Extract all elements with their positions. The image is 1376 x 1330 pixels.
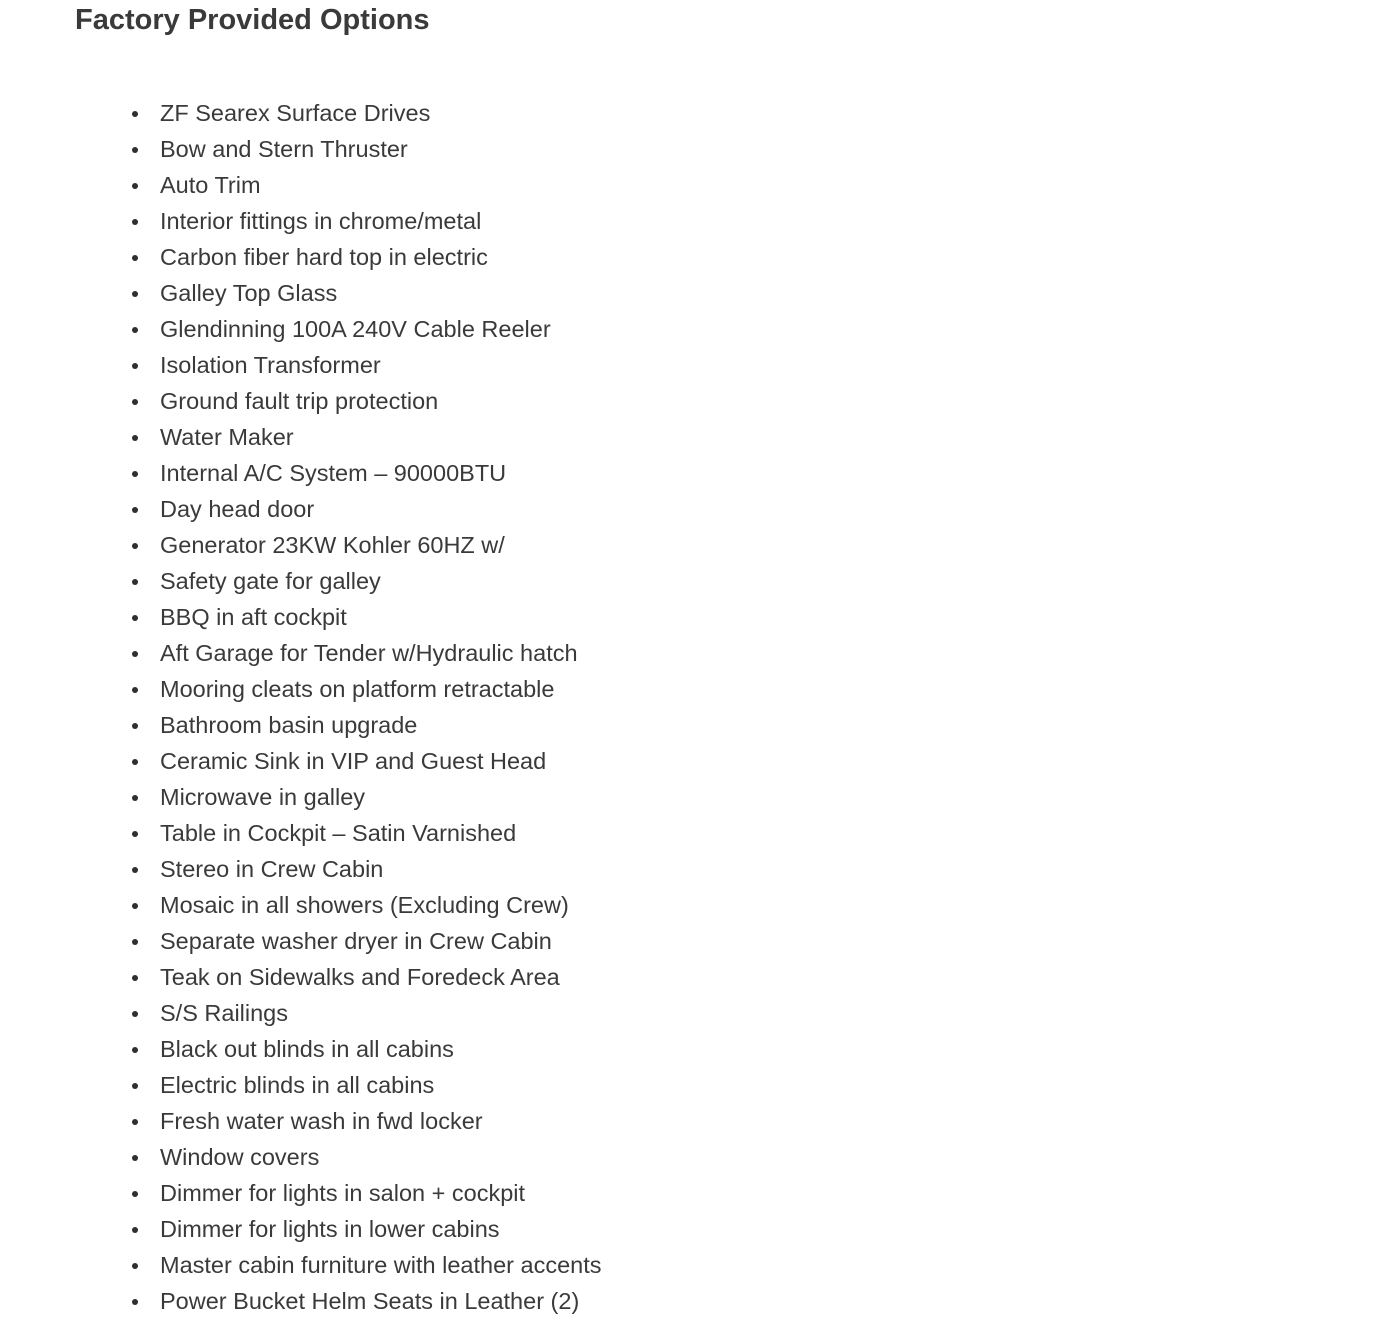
bullet-icon (132, 1155, 138, 1161)
list-item-label: Stereo in Crew Cabin (160, 856, 384, 882)
list-item-label: Glendinning 100A 240V Cable Reeler (160, 316, 551, 342)
list-item-label: Black out blinds in all cabins (160, 1036, 454, 1062)
bullet-icon (132, 1119, 138, 1125)
list-item-label: S/S Railings (160, 1000, 288, 1026)
bullet-icon (132, 759, 138, 765)
list-item (0, 1211, 602, 1247)
list-item-label: Mosaic in all showers (Excluding Crew) (160, 892, 569, 918)
bullet-icon (132, 1191, 138, 1197)
list-item-label: Galley Top Glass (160, 280, 338, 306)
list-item (0, 167, 602, 203)
list-item-label: Interior fittings in chrome/metal (160, 208, 482, 234)
bullet-icon (132, 831, 138, 837)
bullet-icon (132, 867, 138, 873)
list-item-label: Safety gate for galley (160, 568, 381, 594)
list-item (0, 1103, 602, 1139)
bullet-icon (132, 579, 138, 585)
bullet-icon (132, 1047, 138, 1053)
list-item-label: Ceramic Sink in VIP and Guest Head (160, 748, 547, 774)
list-item (0, 959, 602, 995)
list-item-label: Master cabin furniture with leather accents (160, 1252, 602, 1278)
list-item (0, 1247, 602, 1283)
list-item (0, 707, 602, 743)
list-item (0, 635, 602, 671)
list-item (0, 95, 602, 131)
bullet-icon (132, 903, 138, 909)
list-item-label: Day head door (160, 496, 315, 522)
list-item-label: Table in Cockpit – Satin Varnished (160, 820, 517, 846)
list-item-label: Power Bucket Helm Seats in Leather (2) (160, 1288, 580, 1314)
list-item (0, 1067, 602, 1103)
list-item (0, 347, 602, 383)
list-item-label: Internal A/C System – 90000BTU (160, 460, 507, 486)
list-item-label: Separate washer dryer in Crew Cabin (160, 928, 552, 954)
list-item-label: Microwave in galley (160, 784, 366, 810)
list-item-label: BBQ in aft cockpit (160, 604, 347, 630)
list-item (0, 923, 602, 959)
list-item (0, 203, 602, 239)
bullet-icon (132, 291, 138, 297)
list-item (0, 1283, 602, 1319)
list-item (0, 311, 602, 347)
list-item (0, 563, 602, 599)
list-item-label: Bathroom basin upgrade (160, 712, 418, 738)
list-item-label: Bow and Stern Thruster (160, 136, 408, 162)
bullet-icon (132, 795, 138, 801)
list-item-label: Isolation Transformer (160, 352, 381, 378)
list-item-label: Teak on Sidewalks and Foredeck Area (160, 964, 560, 990)
list-item-label: Generator 23KW Kohler 60HZ w/ (160, 532, 505, 558)
list-item-label: Ground fault trip protection (160, 388, 439, 414)
list-item-label: Window covers (160, 1144, 320, 1170)
list-item (0, 671, 602, 707)
list-item-label: Dimmer for lights in salon + cockpit (160, 1180, 526, 1206)
bullet-icon (132, 1011, 138, 1017)
bullet-icon (132, 975, 138, 981)
list-item (0, 815, 602, 851)
page-title: Factory Provided Options (75, 4, 430, 36)
bullet-icon (132, 327, 138, 333)
bullet-icon (132, 507, 138, 513)
list-item (0, 275, 602, 311)
bullet-icon (132, 183, 138, 189)
bullet-icon (132, 687, 138, 693)
bullet-icon (132, 543, 138, 549)
bullet-icon (132, 723, 138, 729)
bullet-icon (132, 219, 138, 225)
bullet-icon (132, 1227, 138, 1233)
list-item (0, 419, 602, 455)
list-item (0, 455, 602, 491)
bullet-icon (132, 363, 138, 369)
list-item (0, 239, 602, 275)
bullet-icon (132, 435, 138, 441)
bullet-icon (132, 615, 138, 621)
bullet-icon (132, 1263, 138, 1269)
list-item-label: Dimmer for lights in lower cabins (160, 1216, 500, 1242)
bullet-icon (132, 399, 138, 405)
factory-options-list (0, 95, 602, 1319)
list-item (0, 1031, 602, 1067)
list-item (0, 995, 602, 1031)
list-item (0, 491, 602, 527)
list-item-label: Electric blinds in all cabins (160, 1072, 435, 1098)
list-item (0, 743, 602, 779)
list-item (0, 599, 602, 635)
list-item-label: Mooring cleats on platform retractable (160, 676, 555, 702)
bullet-icon (132, 471, 138, 477)
bullet-icon (132, 651, 138, 657)
list-item (0, 131, 602, 167)
bullet-icon (132, 1083, 138, 1089)
bullet-icon (132, 147, 138, 153)
bullet-icon (132, 1299, 138, 1305)
list-item-label: Carbon fiber hard top in electric (160, 244, 488, 270)
list-item-label: Auto Trim (160, 172, 261, 198)
list-item (0, 1175, 602, 1211)
list-item-label: Fresh water wash in fwd locker (160, 1108, 483, 1134)
list-item (0, 527, 602, 563)
list-item-label: ZF Searex Surface Drives (160, 100, 431, 126)
list-item (0, 887, 602, 923)
bullet-icon (132, 255, 138, 261)
list-item-label: Water Maker (160, 424, 294, 450)
bullet-icon (132, 111, 138, 117)
list-item (0, 1139, 602, 1175)
bullet-icon (132, 939, 138, 945)
list-item-label: Aft Garage for Tender w/Hydraulic hatch (160, 640, 578, 666)
list-item (0, 779, 602, 815)
list-item (0, 383, 602, 419)
list-item (0, 851, 602, 887)
